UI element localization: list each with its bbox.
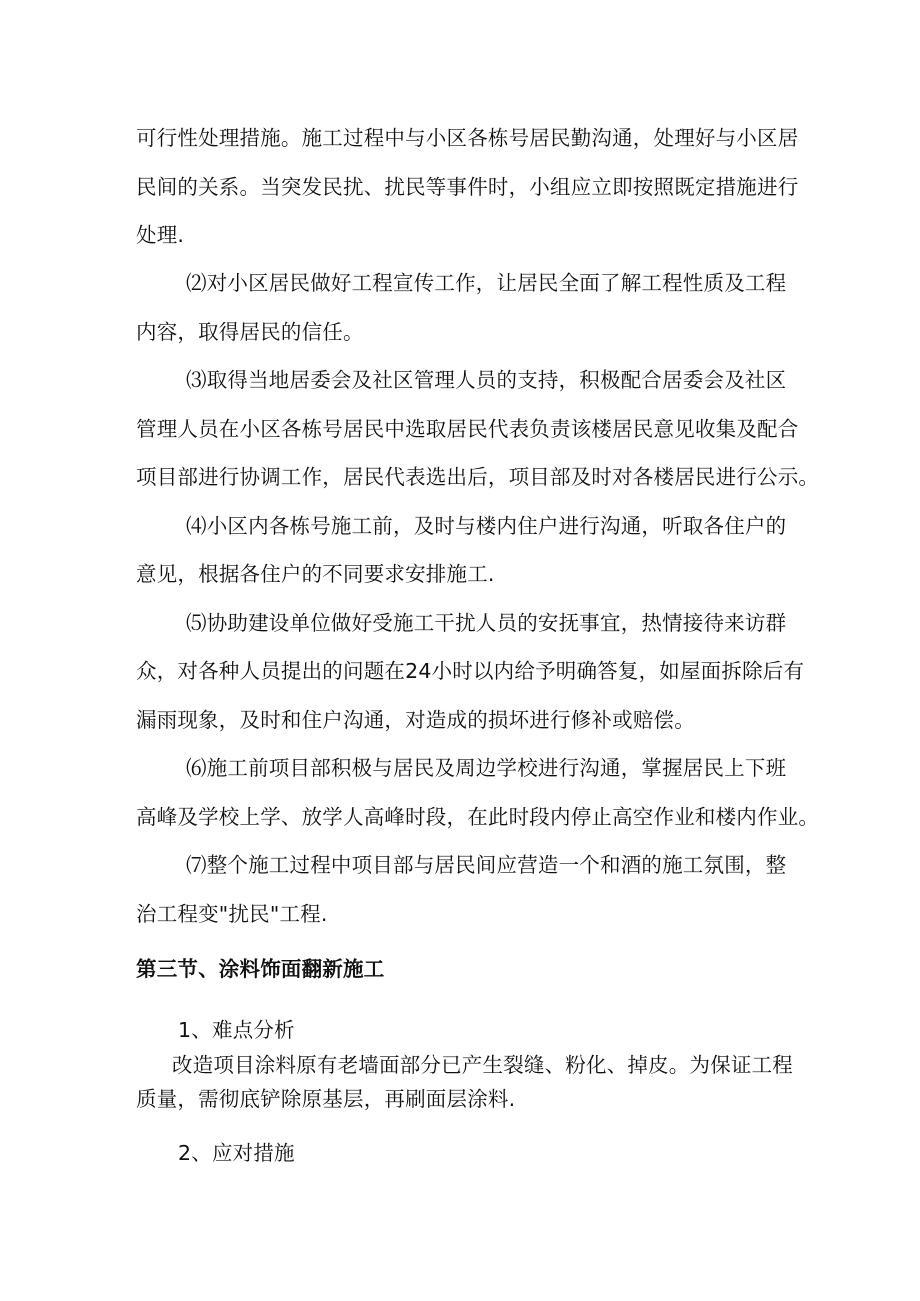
item-6-line-2: 高峰及学校上学、放学人高峰时段，在此时段内停止高空作业和楼内作业。 <box>136 805 820 829</box>
subheading-difficulty-analysis: 1、难点分析 <box>178 1018 295 1042</box>
item-3-line-1: ⑶取得当地居委会及社区管理人员的支持，积极配合居委会及社区 <box>186 368 787 392</box>
item-4-line-1: ⑷小区内各栋号施工前，及时与楼内住户进行沟通，听取各住户的 <box>186 514 787 538</box>
item-5-line-1: ⑸协助建设单位做好受施工干扰人员的安抚事宜，热情接待来访群 <box>186 611 787 635</box>
item-4-line-2: 意见，根据各住户的不同要求安排施工. <box>136 562 495 586</box>
item-3-line-2: 管理人员在小区各栋号居民中选取居民代表负责该楼居民意见收集及配合 <box>136 417 799 441</box>
paragraph-1-line-3: 处理. <box>136 223 185 247</box>
item-7-line-2: 治工程变"扰民"工程. <box>136 902 328 926</box>
section-heading: 第三节、涂料饰面翻新施工 <box>136 957 385 981</box>
item-5-line-2: 众，对各种人员提出的问题在24小时以内给予明确答复，如屋面拆除后有 <box>136 659 805 683</box>
item-5-line-3: 漏雨现象，及时和住户沟通，对造成的损坏进行修补或赔偿。 <box>136 708 695 732</box>
paragraph-1-line-2: 民间的关系。当突发民扰、扰民等事件时，小组应立即按照既定措施进行 <box>136 175 799 199</box>
analysis-line-2: 质量，需彻底铲除原基层，再刷面层涂料. <box>136 1087 516 1111</box>
item-2-line-2: 内容，取得居民的信任。 <box>136 320 364 344</box>
item-2-line-1: ⑵对小区居民做好工程宣传工作，让居民全面了解工程性质及工程 <box>186 271 787 295</box>
subheading-countermeasures: 2、应对措施 <box>178 1141 295 1165</box>
item-3-line-3: 项目部进行协调工作，居民代表选出后，项目部及时对各楼居民进行公示。 <box>136 465 820 489</box>
item-7-line-1: ⑺整个施工过程中项目部与居民间应营造一个和酒的施工氛围，整 <box>186 853 787 877</box>
analysis-line-1: 改造项目涂料原有老墙面部分已产生裂缝、粉化、掉皮。为保证工程 <box>172 1053 793 1077</box>
item-6-line-1: ⑹施工前项目部积极与居民及周边学校进行沟通，掌握居民上下班 <box>186 756 787 780</box>
paragraph-1-line-1: 可行性处理措施。施工过程中与小区各栋号居民勤沟通，处理好与小区居 <box>136 126 799 150</box>
